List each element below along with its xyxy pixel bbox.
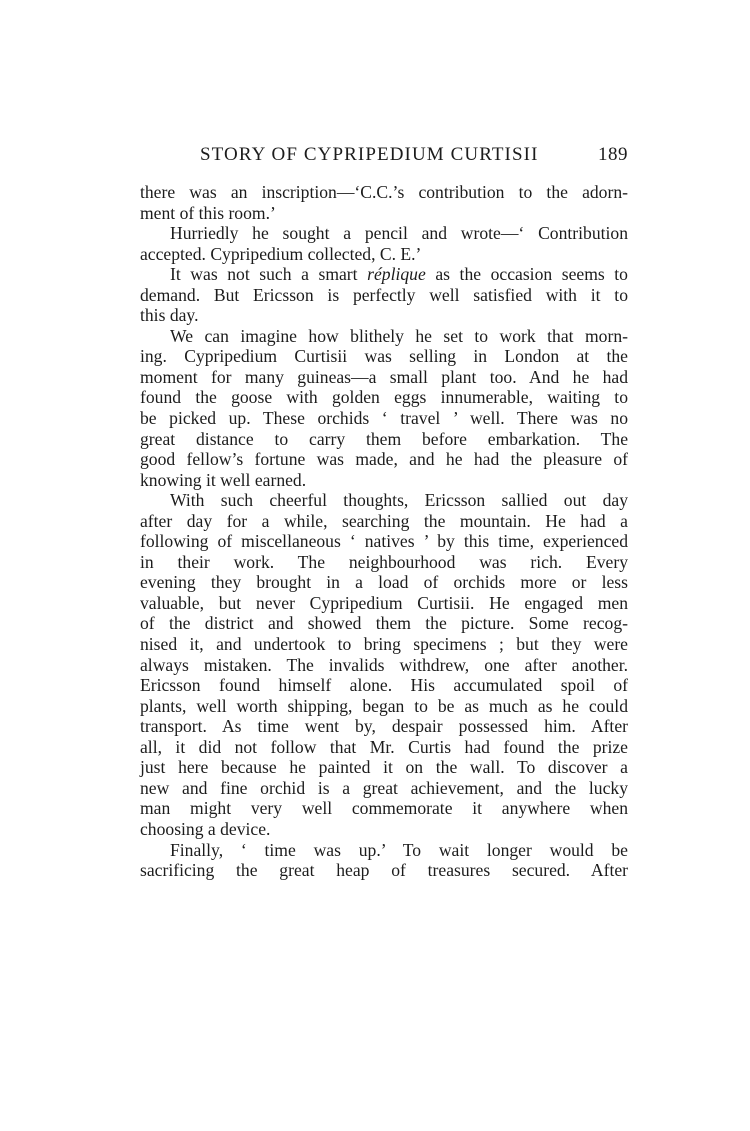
running-title: STORY OF CYPRIPEDIUM CURTISII	[200, 144, 539, 165]
text-line: With such cheerful thoughts, Ericsson sallied out day	[170, 490, 628, 511]
text-line: plants, well worth shipping, began to be as much as he could	[140, 695, 628, 716]
text-line: man might very well commemorate it anywhere when	[140, 798, 628, 819]
italic-word: réplique	[367, 264, 426, 285]
text-line: there was an inscription—‘C.C.’s contribution to the adorn-	[140, 182, 628, 202]
text-line: knowing it well earned.	[140, 469, 307, 490]
text-line: transport. As time went by, despair possessed him. After	[140, 716, 628, 737]
body-text	[140, 182, 628, 881]
text-line: found the goose with golden eggs innumerable, waiting to	[140, 387, 628, 408]
running-head	[140, 144, 628, 172]
text-line: moment for many guineas—a small plant too. And he had	[140, 366, 628, 387]
text-line: nised it, and undertook to bring specimens ; but they were	[140, 634, 628, 655]
text-line: Ericsson found himself alone. His accumulated spoil of	[140, 675, 628, 696]
text-line: Hurriedly he sought a pencil and wrote—‘ Contribution	[170, 223, 628, 244]
text-line: be picked up. These orchids ‘ travel ’ well. There was no	[140, 408, 628, 429]
text-line: this day.	[140, 305, 199, 326]
text-line: always mistaken. The invalids withdrew, one after another.	[140, 654, 628, 675]
text-line: Finally, ‘ time was up.’ To wait longer would be	[170, 839, 628, 860]
text-line	[140, 264, 628, 285]
text-line: accepted. Cypripedium collected, C. E.’	[140, 243, 422, 264]
text-line: of the district and showed them the picture. Some recog-	[140, 613, 628, 634]
text-line: ing. Cypripedium Curtisii was selling in London at the	[140, 346, 628, 367]
text-line: valuable, but never Cypripedium Curtisii. He engaged men	[140, 592, 628, 613]
text-line: great distance to carry them before embarkation. The	[140, 428, 628, 449]
text-line: We can imagine how blithely he set to work that morn-	[170, 325, 628, 346]
text-line: choosing a device.	[140, 818, 271, 839]
text-line: evening they brought in a load of orchids more or less	[140, 572, 628, 593]
text-line: demand. But Ericsson is perfectly well satisfied with it to	[140, 284, 628, 305]
text-line: after day for a while, searching the mountain. He had a	[140, 510, 628, 531]
text-line: new and fine orchid is a great achievement, and the lucky	[140, 777, 628, 798]
text-span: It was not such a smart réplique as the occasion seems to	[170, 264, 628, 285]
text-line: following of miscellaneous ‘ natives ’ by this time, experienced	[140, 531, 628, 552]
page-number: 189	[598, 144, 628, 165]
text-line: all, it did not follow that Mr. Curtis had found the prize	[140, 736, 628, 757]
text-line: good fellow’s fortune was made, and he had the pleasure of	[140, 449, 628, 470]
text-line: ment of this room.’	[140, 202, 276, 223]
text-line: just here because he painted it on the wall. To discover a	[140, 757, 628, 778]
text-line: in their work. The neighbourhood was rich. Every	[140, 551, 628, 572]
text-line: sacrificing the great heap of treasures secured. After	[140, 860, 628, 881]
